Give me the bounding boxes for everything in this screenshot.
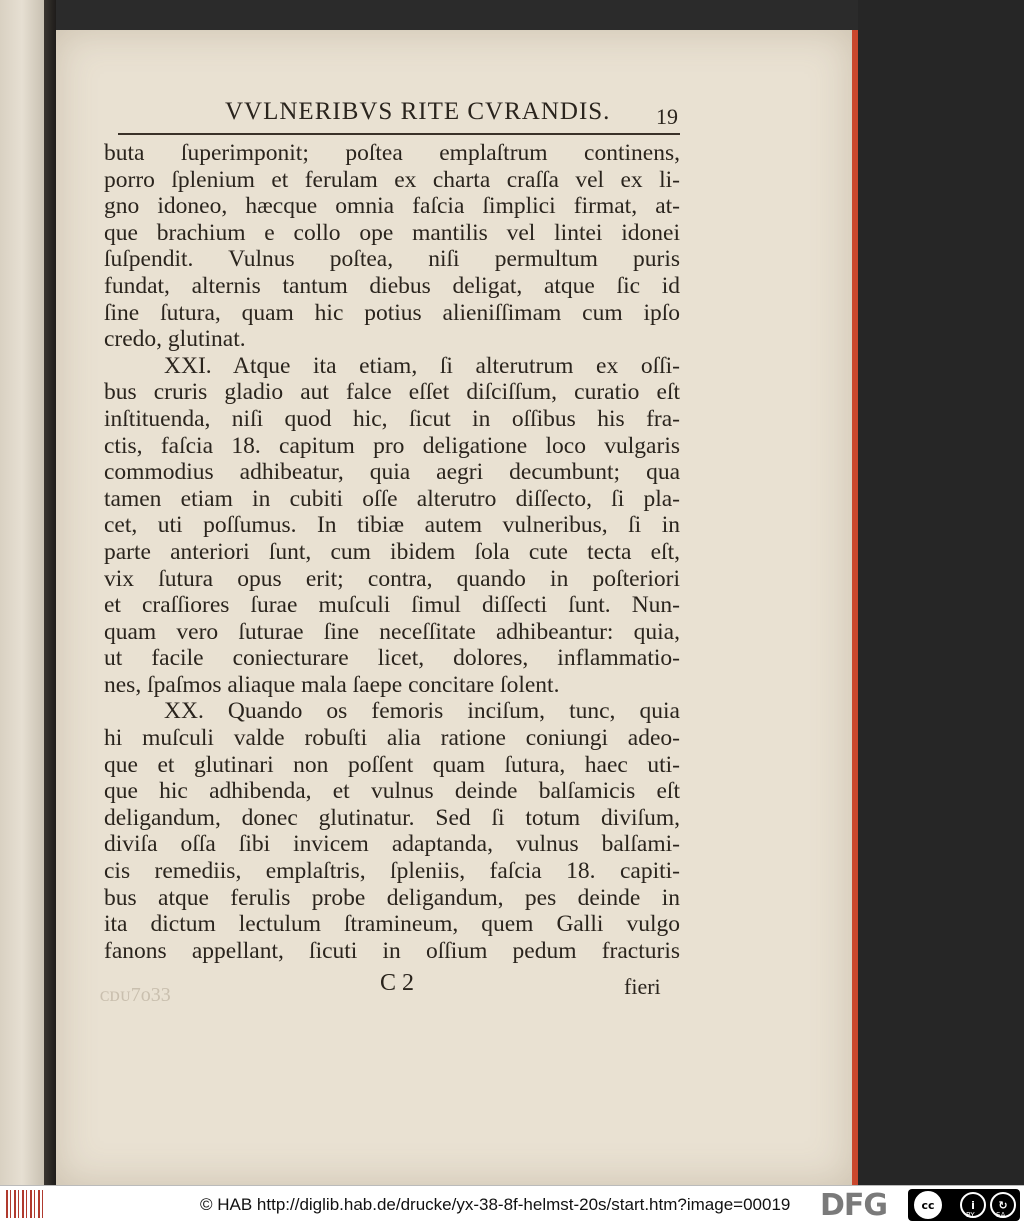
- scan-background: [858, 0, 1024, 1185]
- dfg-logo[interactable]: DFG: [820, 1188, 888, 1223]
- text-line: que brachium e collo ope mantilis vel lintei idonei: [104, 219, 680, 246]
- text-line: ctis, faſcia 18. capitum pro deligatione loco vulgaris: [104, 432, 680, 459]
- share-alike-icon: ↻: [990, 1192, 1016, 1218]
- catchword: fieri: [624, 974, 661, 999]
- text-line: que et glutinari non poſſent quam ſutura, haec uti-: [104, 751, 680, 778]
- text-line: bus cruris gladio aut falce eſſet diſciſſum, curatio eſt: [104, 379, 680, 406]
- text-line: vix ſutura opus erit; contra, quando in poſteriori: [104, 565, 680, 592]
- text-line: ſine ſutura, quam hic potius alieniſſimam cum ipſo: [104, 299, 680, 326]
- page-edge: [852, 30, 858, 1185]
- text-line: credo, glutinat.: [104, 326, 246, 353]
- text-line: bus atque ferulis probe deligandum, pes deinde in: [104, 884, 680, 911]
- text-line: ita dictum lectulum ſtramineum, quem Galli vulgo: [104, 911, 680, 938]
- binding-gutter: [44, 0, 56, 1185]
- text-line: ut facile coniecturare licet, dolores, inflammatio-: [104, 645, 680, 672]
- text-line: deligandum, donec glutinatur. Sed ſi totum diviſum,: [104, 804, 680, 831]
- license-by-label: BY: [966, 1211, 975, 1219]
- text-line: hi muſculi valde robuſti alia ratione coniungi adeo-: [104, 725, 680, 752]
- cc-license-badge[interactable]: [908, 1189, 1020, 1221]
- text-line: inſtituenda, niſi quod hic, ſicut in oſſibus his fra-: [104, 405, 680, 432]
- source-credit-link[interactable]: © HAB http://diglib.hab.de/drucke/yx-38-8f-helmst-20s/start.htm?image=00019: [200, 1195, 791, 1214]
- running-head: VVLNERIBVS RITE CVRANDIS.: [225, 98, 611, 125]
- text-line: diviſa oſſa ſibi invicem adaptanda, vulnus balſami-: [104, 831, 680, 858]
- text-line: tamen etiam in cubiti oſſe alterutro diſſecto, ſi pla-: [104, 485, 680, 512]
- text-line: cis remediis, emplaſtris, ſpleniis, faſcia 18. capiti-: [104, 858, 680, 885]
- barcode-icon: [6, 1190, 46, 1218]
- text-line: ſuſpendit. Vulnus poſtea, niſi permultum puris: [104, 246, 680, 273]
- text-line: porro ſplenium et ferulam ex charta craſſa vel ex li-: [104, 166, 680, 193]
- section-heading-line: XX. Quando os femoris inciſum, tunc, quia: [164, 698, 680, 725]
- page-number: 19: [656, 104, 678, 129]
- text-line: commodius adhibeatur, quia aegri decumbunt; qua: [104, 459, 680, 486]
- license-sa-label: SA: [996, 1211, 1006, 1219]
- text-line: fundat, alternis tantum diebus deligat, atque ſic id: [104, 272, 680, 299]
- header-rule: [118, 133, 680, 135]
- signature-mark: C 2: [380, 970, 415, 996]
- text-line: buta ſuperimponit; poſtea emplaſtrum continens,: [104, 140, 680, 166]
- text-line: parte anteriori ſunt, cum ibidem ſola cute tecta eſt,: [104, 538, 680, 565]
- text-line: que hic adhibenda, et vulnus deinde balſamicis eſt: [104, 778, 680, 805]
- text-line: quam vero ſuturae ſine neceſſitate adhibeantur: quia,: [104, 618, 680, 645]
- section-heading-line: XXI. Atque ita etiam, ſi alterutrum ex oſſi-: [164, 352, 680, 379]
- text-line: gno idoneo, hæcque omnia faſcia ſimplici firmat, at-: [104, 193, 680, 220]
- text-line: fanons appellant, ſicuti in oſſium pedum fracturis: [104, 937, 680, 964]
- viewer-footer-bar: [0, 1185, 1024, 1224]
- text-line: nes, ſpaſmos aliaque mala ſaepe concitare ſolent.: [104, 671, 560, 698]
- attribution-icon: i: [960, 1192, 986, 1218]
- cc-icon: cc: [914, 1191, 942, 1219]
- faded-stamp: ᴄᴅᴜ7ᴏ33: [100, 984, 171, 1006]
- text-line: cet, uti poſſumus. In tibiæ autem vulneribus, ſi in: [104, 512, 680, 539]
- previous-page-strip: [0, 0, 44, 1185]
- body-text: [104, 140, 680, 964]
- text-line: et craſſiores ſurae muſculi ſimul diſſecti ſunt. Nun-: [104, 592, 680, 619]
